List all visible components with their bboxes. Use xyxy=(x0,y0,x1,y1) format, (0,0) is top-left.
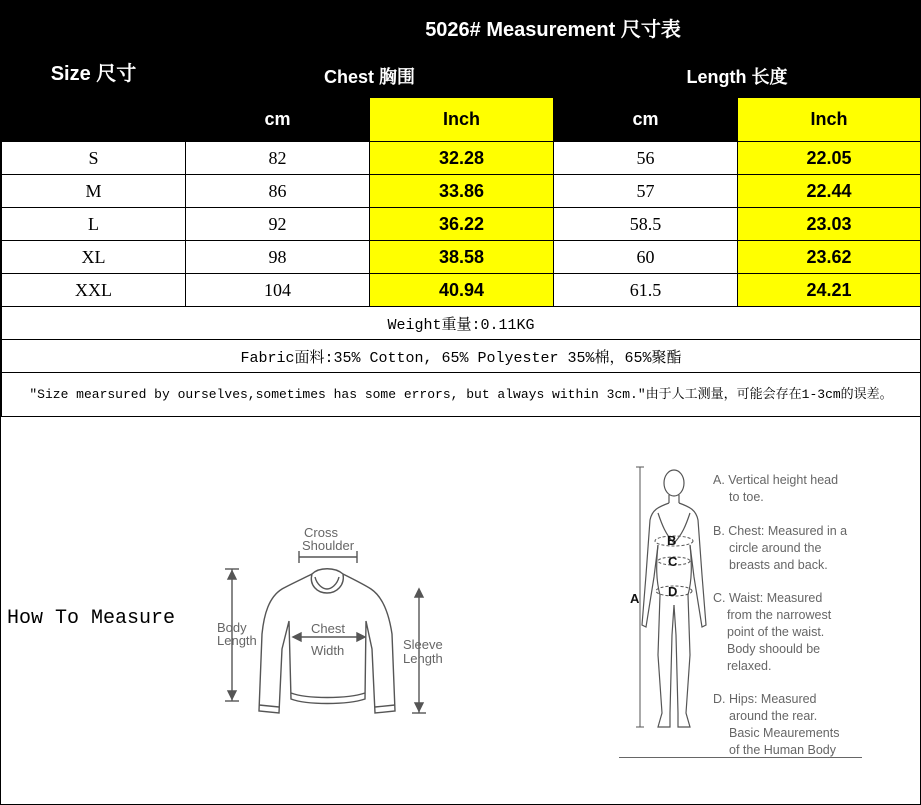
length-inch-cell: 22.44 xyxy=(738,175,921,208)
table-row xyxy=(2,208,921,241)
fabric-row: Fabric面料:35% Cotton, 65% Polyester 35%棉，65%聚酯 xyxy=(2,340,921,373)
length-inch-cell: 23.03 xyxy=(738,208,921,241)
measurement-note: "Size mearsured by ourselves,sometimes has some errors, but always within 3cm."由于人工测量，可能会存在1-3cm的误差。 xyxy=(2,373,921,417)
cross-shoulder-label: Cross xyxy=(304,525,338,540)
sweater-inner-collar xyxy=(315,577,339,589)
table-row xyxy=(2,241,921,274)
note-c-line-5: relaxed. xyxy=(727,659,772,673)
sweater-hem xyxy=(291,693,365,698)
chest-header: Chest 胸围 xyxy=(186,54,554,98)
note-b-line-3: breasts and back. xyxy=(729,558,828,572)
length-inch-cell: 22.05 xyxy=(738,142,921,175)
length-cm-cell: 58.5 xyxy=(554,208,738,241)
length-inch-cell: 24.21 xyxy=(738,274,921,307)
chest-inch-cell: 32.28 xyxy=(370,142,554,175)
note-c-line-3: point of the waist. xyxy=(727,625,825,639)
how-to-measure-section xyxy=(2,429,920,804)
note-a-line-1: A. Vertical height head xyxy=(713,473,839,487)
note-d-line-2: around the rear. xyxy=(729,709,818,723)
length-cm-cell: 60 xyxy=(554,241,738,274)
sweater-diagram xyxy=(207,519,467,729)
note-b-line-1: B. Chest: Measured in a xyxy=(713,524,848,538)
length-inch-header: Inch xyxy=(738,98,921,142)
chest-width-label-2: Width xyxy=(311,643,345,658)
length-cm-cell: 61.5 xyxy=(554,274,738,307)
chest-cm-cell: 86 xyxy=(186,175,370,208)
table-row xyxy=(2,142,921,175)
chest-cm-cell: 98 xyxy=(186,241,370,274)
length-inch-cell: 23.62 xyxy=(738,241,921,274)
chest-cm-cell: 82 xyxy=(186,142,370,175)
length-header: Length 长度 xyxy=(554,54,921,98)
note-d-line-4: of the Human Body xyxy=(729,743,837,757)
body-measurement-notes xyxy=(707,467,872,757)
figure-letter-a: A xyxy=(630,591,640,606)
note-d-line-3: Basic Meaurements xyxy=(729,726,840,740)
sleeve-length-label: Sleeve xyxy=(403,637,443,652)
size-cell: XXL xyxy=(2,274,186,307)
length-cm-header: cm xyxy=(554,98,738,142)
chest-inch-cell: 33.86 xyxy=(370,175,554,208)
sweater-cuff-right xyxy=(375,705,395,707)
sweater-cuff-left xyxy=(259,705,279,707)
length-cm-cell: 57 xyxy=(554,175,738,208)
note-b-line-2: circle around the xyxy=(729,541,822,555)
chest-width-label: Chest xyxy=(311,621,345,636)
table-row xyxy=(2,175,921,208)
body-length-label-2: Length xyxy=(217,633,257,648)
size-cell: L xyxy=(2,208,186,241)
notes-underline xyxy=(619,757,862,758)
length-cm-cell: 56 xyxy=(554,142,738,175)
chest-inch-header: Inch xyxy=(370,98,554,142)
table-row xyxy=(2,274,921,307)
table-title: 5026# Measurement 尺寸表 xyxy=(186,2,921,54)
chest-cm-cell: 104 xyxy=(186,274,370,307)
size-cell: XL xyxy=(2,241,186,274)
size-table xyxy=(1,1,921,417)
note-c-line-4: Body shoould be xyxy=(727,642,821,656)
size-cell: S xyxy=(2,142,186,175)
chest-inch-cell: 38.58 xyxy=(370,241,554,274)
size-header: Size 尺寸 xyxy=(2,2,186,142)
figure-letter-b: B xyxy=(667,533,677,548)
chest-cm-cell: 92 xyxy=(186,208,370,241)
chest-cm-header: cm xyxy=(186,98,370,142)
chest-inch-cell: 40.94 xyxy=(370,274,554,307)
body-length-label: Body xyxy=(217,620,247,635)
weight-row: Weight重量:0.11KG xyxy=(2,307,921,340)
figure-letter-d: D xyxy=(668,584,678,599)
note-c-line-1: C. Waist: Measured xyxy=(713,591,823,605)
sleeve-length-label-2: Length xyxy=(403,651,443,666)
figure-letter-c: C xyxy=(668,554,678,569)
how-to-measure-label: How To Measure xyxy=(7,607,176,630)
size-cell: M xyxy=(2,175,186,208)
note-c-line-2: from the narrowest xyxy=(727,608,832,622)
chest-inch-cell: 36.22 xyxy=(370,208,554,241)
note-d-line-1: D. Hips: Measured xyxy=(713,692,817,706)
cross-shoulder-label-2: Shoulder xyxy=(302,538,355,553)
body-figure-diagram xyxy=(622,465,717,765)
note-a-line-2: to toe. xyxy=(729,490,764,504)
